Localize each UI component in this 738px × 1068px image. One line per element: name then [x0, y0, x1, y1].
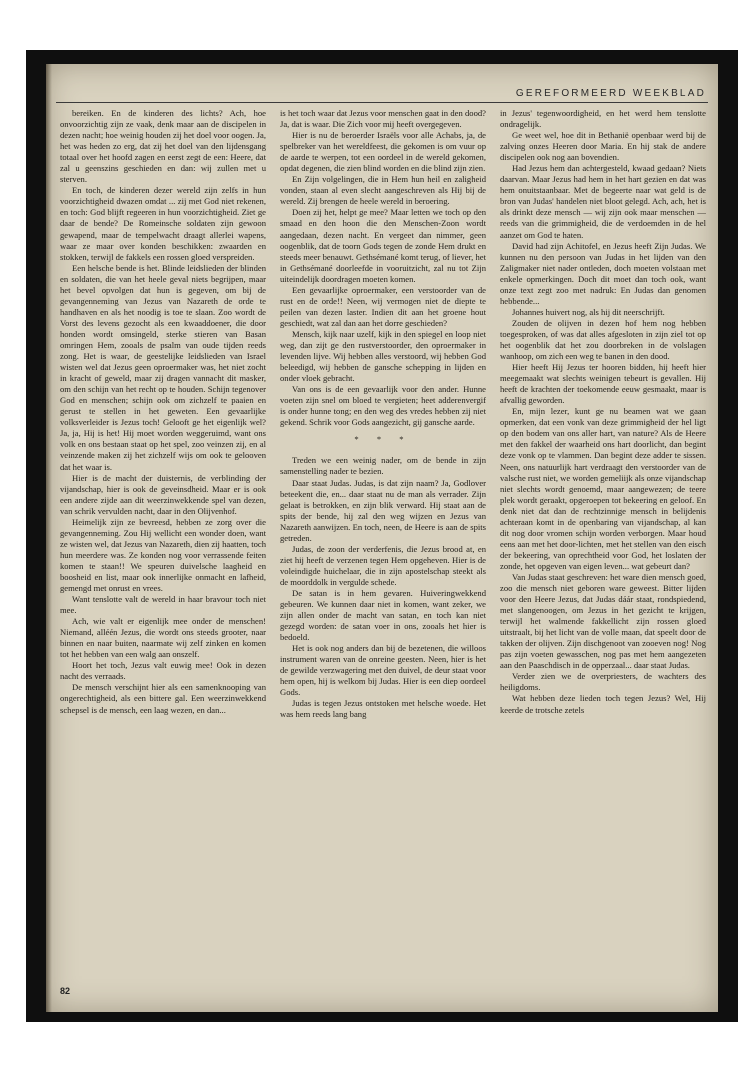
- paragraph: Zouden de olijven in dezen hof hem nog hebben toegesproken, of was dat alles afgesloten in zijn ziel tot op het oogenblik dat het zou doorbreken in de volslagen wanhoop, om zich een weg te banen in den dood.: [500, 317, 706, 362]
- paragraph: Treden we een weinig nader, om de bende in zijn samenstelling nader te bezien.: [280, 455, 486, 477]
- page-binding-shadow: [46, 64, 52, 1012]
- paragraph: Johannes huivert nog, als hij dit neerschrijft.: [512, 306, 665, 317]
- paragraph: Het is ook nog anders dan bij de bezetenen, die willoos instrument waren van de onreine geesten. Neen, hier is het de gewilde verzwagering met den duivel, de deur staat voor hem open, hij is welkom bij Judas. Hier is een diep oordeel Gods.: [280, 643, 486, 698]
- page-number: 82: [60, 986, 71, 996]
- paragraph: Had Jezus hem dan achtergesteld, kwaad gedaan? Niets daarvan. Maar Jezus had hem in het hart gezien en dat was hem onuitstaanbaar. Met de begeerte naar wat geld is de bron van Judas' handelen niet bloot gelegd. Ach, ach, het is als drinkt deze mensch — wij zijn ook maar menschen — reeds van die grimmigheid, die de verdoemden in de hel aanzet om God te haten.: [500, 163, 706, 240]
- paragraph: Hier is nu de beroerder Israëls voor alle Achabs, ja, de spelbreker van het wereldfeest, die gekomen is om vuur op de aarde te werpen, tot een oordeel in de wereld gekomen, opdat degenen, die zien blind worden en die blind zijn zien.: [280, 130, 486, 174]
- paragraph: Heimelijk zijn ze bevreesd, hebben ze zorg over die gevangenneming. Zou Hij wellicht een wonder doen, want ze wisten wel, dat Jezus van Nazareth, dien zij haatten, toch hun meerdere was. Ze konden nog voor verrassende feiten komen te staan!! We speuren duivelsche laagheid en boosheid en list, maar ook innerlijke onmacht en lafheid, gemengd met onrust en vrees.: [60, 516, 266, 594]
- paragraph: Ach, wie valt er eigenlijk mee onder de menschen! Niemand, alléén Jezus, die wordt ons steeds grooter, naar binnen en naar buiten, naarmate wij zelf zinken en komen tot het hebben van een walg aan onszelf.: [60, 616, 266, 660]
- paragraph: En Zijn volgelingen, die in Hem hun heil en zaligheid vonden, staan al even slecht aangeschreven als Hij bij de wereld. Zij brengen de heele wereld in beroering.: [280, 174, 486, 207]
- paragraph: Verder zien we de overpriesters, de wachters des heiligdoms.: [500, 671, 706, 693]
- paragraph: is het toch waar dat Jezus voor menschen gaat in den dood? Ja, dat is waar. Die Zich voor mij heeft overgegeven.: [280, 108, 486, 130]
- paragraph: Hier heeft Hij Jezus ter hooren bidden, hij heeft hier meegemaakt wat slechts weinigen tebeurt is gevallen. Hij heeft de krachten der toekomende eeuw gesmaakt, maar is afvallig geworden.: [500, 362, 706, 406]
- running-header: GEREFORMEERD WEEKBLAD: [515, 88, 706, 99]
- paragraph: Van ons is de een gevaarlijk voor den ander. Hunne voeten zijn snel om bloed te vergieten; heet adderenvergif is onder hunne tong; en den weg des vredes hebben zij niet gekend. Schrik voor Gods aangezicht, gij gansche aarde.: [280, 384, 486, 428]
- paragraph: Mensch, kijk naar uzelf, kijk in den spiegel en loop niet weg, dan zijt ge den rustverstoorder, den oproermaker in levenden lijve. Wij hebben alles verstoord, wij hebben God beleedigd, wij hebben de gansche schepping in lijden en onder vloek gebracht.: [280, 328, 486, 384]
- paragraph: Ge weet wel, hoe dit in Bethanië openbaar werd bij de zalving onzes Heeren door Maria. En hij stak de andere discipelen ook nog aan bovendien.: [500, 130, 706, 163]
- paragraph: Van Judas staat geschreven: het ware dien mensch goed, zoo die mensch niet geboren ware geweest. Bitter lijden voor den Heere Jezus, dat Judas dáár staat, rondspiedend, met slangenoogen, om Jezus in het gezicht te krijgen, terwijl het walmende fakkellicht zijn rossen gloed uitstraalt, bij het licht van de volle maan, dat speelt door de takken der olijven. Zijn dischgenoot van zooeven nog! Nog pas zijn voeten gewasschen, nog pas met hem aangezeten aan den Paaschdisch in de opperzaal... daar staat Judas.: [500, 571, 706, 671]
- paragraph: Hoort het toch, Jezus valt euwig mee! Ook in dezen nacht des verraads.: [60, 660, 266, 682]
- paragraph: Doen zij het, helpt ge mee? Maar letten we toch op den smaad en den hoon die den Menschen-Zoon wordt aangedaan, dezen nacht. En vergeet dan nimmer, geen oogenblik, dat de toorn Gods tegen de zonde Hem drukt en steeds meer benauwt. Gethsémané komt terug, of liever, het in Gethsémané doorleefde in vooruitzicht, zal nu tot Zijn uiteindelijk doordragen moeten komen.: [280, 207, 486, 284]
- paragraph: in Jezus' tegenwoordigheid, en het werd hem tenslotte ondragelijk.: [500, 108, 706, 130]
- header-rule: [56, 102, 708, 103]
- paragraph: En, mijn lezer, kunt ge nu beamen wat we gaan opmerken, dat een vonk van deze grimmigheid der hel ligt op den bodem van ons aller hart, van nature? Als de Heere met den fakkel der waarheid ons hart doorlicht, dan begint deze vonk op te vlammen. Dan begint deze adder te sissen. Neen, ons natuurlijk hart verdraagt den verstoorder van de valsche rust niet, we worden gemeliijk als onze vijandschap niet slechts wordt genoemd, maar aangewezen; de teere plek wordt geraakt, opgeroepen tot bekeering en geloof. En denk niet dat dan de rechtzinnige mensch in belijdenis achteraan komt in de openbaring van vijandschap, al kan dit nog door vromen schijn worden verborgen. Maar houd eens aan met het door-lichten, met het stellen van den eisch der bekeering, van oprechtheid voor God, het loslaten der zonde, het opgeven van eigen leven... wat gebeurt dan?: [500, 406, 706, 571]
- paragraph: Daar staat Judas. Judas, is dat zijn naam? Ja, Godlover beteekent die, en... daar staat nu de man als verrader. Zijn gelaat is betrokken, en zijn blik verward. Hij staat aan de spits der bende, hij zal den weg wijzen en Jezus van Nazareth aanwijzen. En toch, neen, de Heere is aan de spits getreden.: [280, 477, 486, 543]
- paragraph: Judas is tegen Jezus ontstoken met helsche woede. Het was hem reeds lang bang: [280, 698, 486, 720]
- paragraph: De mensch verschijnt hier als een samenknooping van ongerechtigheid, als een bittere gal. Een weerzinwekkend schepsel is de mensch, een laag wezen, en dan...: [60, 682, 266, 715]
- paragraph: De satan is in hem gevaren. Huiveringwekkend gebeuren. We kunnen daar niet in komen, want zeker, we zijn allen onder de macht van satan, en toch kan niet gezegd worden: de satan voer in ons, zooals het hier is bedoeld.: [280, 587, 486, 643]
- paragraph: Hier is de macht der duisternis, de verblinding der vijandschap, hier is ook de geveinsdheid. Maar er is ook een andere zijde aan dit weerzinwekkende spel van dezen, van schrik vervulden nacht, daar in den Olijvenhof.: [60, 472, 266, 516]
- text-column-1: [60, 108, 266, 988]
- paragraph: David had zijn Achitofel, en Jezus heeft Zijn Judas. We kunnen nu den persoon van Judas in het lijden van den Zaligmaker niet nader ontleden, doch moeten volstaan met enkele opmerkingen. Doch dit moet dan toch ook, want onze text zegt zoo met nadruk: En Judas dan genomen hebbende...: [500, 240, 706, 306]
- paragraph: Judas, de zoon der verderfenis, die Jezus brood at, en ziet hij heeft de verzenen tegen Hem opgeheven. Hier is de voleindigde huichelaar, die in zijn apostelschap steekt als de moorddolk in vergulde schede.: [280, 543, 486, 587]
- paragraph: bereiken. En de kinderen des lichts? Ach, hoe onvoorzichtig zijn ze vaak, denk maar aan de discipelen in dezen nacht; hoe weinig houden zij het doel voor oogen. Ja, het was heden zo erg, dat zij het doel van den lijdensgang totaal over het hoofd zagen en eerst zegt de een: Heere, dat zal u geenszins geschieden en dan: wij zullen met u sterven.: [60, 108, 266, 185]
- paragraph: Een gevaarlijke oproermaker, een verstoorder van de rust en de orde!! Neen, wij vermogen niet de diepte te peilen van dezen laster. Indien dit aan het groene hout geschiedt, wat zal dan aan het dorre geschieden?: [280, 284, 486, 328]
- paragraph: Een helsche bende is het. Blinde leidslieden der blinden en soldaten, die van het heele geval niets begrijpen, maar het bevel opvolgen dat hun is gegeven, om bij de gevangenneming van Jezus van Nazareth de orde te handhaven en als het noodig is toe te slaan. Zoo wordt de Vorst des levens gezocht als een kwaaddoener, die door honden wordt omsingeld, sterke stieren van Basan omringen Hem, zooals de psalm van oude tijden reeds zong. Het is waar, de geestelijke leidslieden van Israel wisten wel dat Jezus geen oproermaker was, het niet zocht in kracht of geweld, maar zij dragen vannacht dit masker, om den schijn van het recht op te houden. Schijn tegenover God en menschen; schijn ook om zichzelf te paaien en gerust te stellen in het geweten. Een gevaarlijke volksverleider is Jezus toch! Gelooft ge het eigenlijk wel? Ja, ja, Hij is het! Hij moet worden weggeruimd, want ons volk en ons bestaan staat op het spel, zoo veinzen zij, en al veinzende maken zij het zichzelf wijs om ook te gelooven dat het waar is.: [60, 262, 266, 472]
- paragraph: Wat hebben deze lieden toch tegen Jezus? Wel, Hij keerde de trotsche zetels: [500, 693, 706, 715]
- text-column-3: [500, 108, 706, 988]
- magazine-page: [46, 64, 718, 1012]
- text-column-2: [280, 108, 486, 988]
- paragraph: En toch, de kinderen dezer wereld zijn zelfs in hun voorzichtigheid dwazen omdat ... zij met God niet rekenen, en toch: God blijft regeeren in hun voorzichtigheid. Ziet ge daar de bende? De Romeinsche soldaten zijn gewoon gewapend, maar de tempelwacht draagt allerlei wapens, waar ze maar over konden beschikken: zwaarden en stokken, terwijl de fakkels een rossen gloed verspreiden.: [60, 185, 266, 262]
- section-divider: * * *: [354, 434, 412, 445]
- paragraph: Want tenslotte valt de wereld in haar bravour toch niet mee.: [60, 594, 266, 616]
